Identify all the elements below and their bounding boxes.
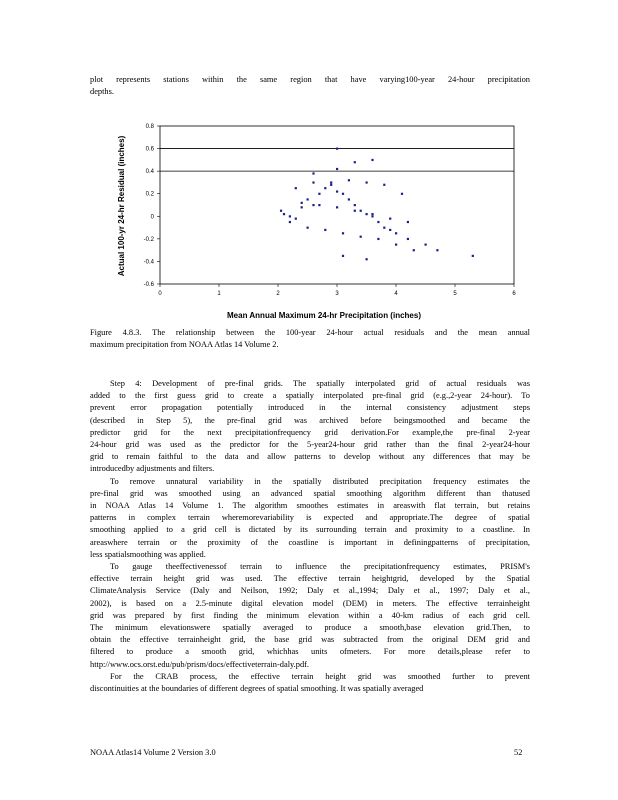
y-tick-label: -0.2	[143, 236, 154, 243]
y-axis-label: Actual 100-yr 24-hr Residual (inches)	[117, 135, 126, 277]
chart-axes	[144, 124, 517, 297]
x-tick-label: 0	[158, 291, 162, 297]
data-point	[389, 229, 391, 231]
data-point	[407, 238, 409, 240]
data-point	[330, 181, 332, 183]
body-line: added to the first guess grid to create a spatially interpolated pre-final grid (e.g.,2-year 24-hour). To	[90, 391, 530, 401]
body-line: filtered to produce a smooth grid, whichhas units ofmeters. For more details,please refer to	[90, 647, 530, 657]
data-point	[354, 161, 356, 163]
figure-caption-line-1: Figure 4.8.3. The relationship between the 100-year 24-hour actual residuals and the mean annual	[90, 328, 530, 337]
data-point	[324, 229, 326, 231]
data-point	[283, 213, 285, 215]
data-point	[389, 218, 391, 220]
data-point	[383, 184, 385, 186]
x-tick-label: 1	[217, 291, 221, 297]
figure-caption-line-2: maximum precipitation from NOAA Atlas 14 Volume 2.	[90, 340, 279, 349]
body-line: To gauge theeffectivenessof terrain to influence the precipitationfrequency estimates, PRISM's	[110, 562, 530, 571]
data-point	[312, 204, 314, 206]
data-point	[307, 198, 309, 200]
data-point	[342, 232, 344, 234]
body-line: For the CRAB process, the effective terrain height grid was smoothed further to prevent	[110, 671, 530, 681]
data-point	[295, 187, 297, 189]
data-point	[383, 227, 385, 229]
body-line: obtain the effective terrainheight grid, the base grid was subtracted from the original DEM grid and	[90, 635, 530, 645]
x-tick-label: 3	[335, 291, 339, 297]
x-axis-label: Mean Annual Maximum 24-hr Precipitation (inches)	[227, 311, 421, 320]
data-point	[407, 221, 409, 223]
residual-scatter-chart	[112, 118, 532, 323]
body-line: patterns in complex terrain wheremorevariability is expected and appropriate.The degree of spatial	[90, 513, 530, 523]
data-point	[312, 172, 314, 174]
y-tick-label: 0.2	[145, 191, 154, 198]
body-line: (described in Step 5), the pre-final grid was archived before beingsmoothed and became the	[90, 415, 530, 425]
page-number: 52	[514, 748, 523, 757]
data-point	[336, 148, 338, 150]
data-point	[301, 202, 303, 204]
x-tick-label: 2	[276, 291, 280, 297]
body-line: ClimateAnalysis Service (Daly and Neilson, 1992; Daly et al.,1994; Daly et al., 1997; Daly et al.,	[90, 586, 530, 596]
footer-left: NOAA Atlas14 Volume 2 Version 3.0	[90, 748, 216, 757]
y-tick-label: 0.8	[145, 124, 154, 130]
data-point	[395, 232, 397, 234]
y-tick-label: -0.4	[143, 259, 154, 266]
data-point	[360, 210, 362, 212]
data-point	[336, 206, 338, 208]
data-point	[289, 221, 291, 223]
data-point	[366, 258, 368, 260]
data-point	[354, 204, 356, 206]
y-tick-label: 0.4	[145, 169, 154, 176]
body-line: 2002), is based on a 2.5-minute digital elevation model (DEM) in meters. The effective terrainheight	[90, 598, 530, 608]
body-line: in NOAA Atlas 14 Volume 1. The algorithm smoothes estimates in areaswith flat terrain, but retains	[90, 501, 530, 510]
data-point	[366, 213, 368, 215]
y-tick-label: 0.6	[145, 146, 154, 153]
data-point	[413, 249, 415, 251]
body-line: predictor grid for the next precipitationfrequency grid derivation.For example,the pre-final 2-year	[90, 427, 530, 437]
x-tick-label: 5	[453, 291, 457, 297]
chart-points	[280, 148, 474, 261]
body-line: pre-final grid was smoothed using an advanced spatial smoothing algorithm different than thatused	[90, 488, 530, 498]
body-line: grid to remain faithful to the data and allow patterns to develop without any differences that may be	[90, 452, 530, 462]
data-point	[425, 244, 427, 246]
data-point	[312, 181, 314, 183]
data-point	[371, 159, 373, 161]
data-point	[330, 184, 332, 186]
data-point	[342, 255, 344, 257]
body-line: To remove unnatural variability in the spatially distributed precipitation frequency estimates the	[110, 476, 530, 486]
data-point	[336, 190, 338, 192]
y-tick-label: -0.6	[143, 282, 154, 288]
y-tick-label: 0	[150, 214, 154, 221]
data-point	[348, 179, 350, 181]
x-tick-label: 6	[512, 291, 516, 297]
data-point	[360, 236, 362, 238]
data-point	[307, 227, 309, 229]
intro-line-1: plot represents stations within the same region that have varying100-year 24-hour precipitation	[90, 75, 530, 84]
body-line: Step 4: Development of pre-final grids. The spatially interpolated grid of actual residuals was	[110, 379, 530, 388]
body-line: 24-hour grid was used as the predictor for the 5-year24-hour grid rather than the final 2-year24-hour	[90, 440, 530, 449]
data-point	[348, 198, 350, 200]
data-point	[301, 206, 303, 208]
data-point	[295, 218, 297, 220]
data-point	[336, 168, 338, 170]
body-line: The minimum elevationswere spatially averaged to produce a smooth,base elevation grid.Then, to	[90, 623, 530, 632]
data-point	[342, 193, 344, 195]
body-line: less spatialsmoothing was applied.	[90, 549, 206, 559]
body-line: areaswhere terrain or the proximity of the coastline is important in definingpatterns of precipitation,	[90, 537, 530, 547]
body-line: grid was prepared by first finding the minimum elevation within a 40-km radius of each grid cell.	[90, 610, 530, 620]
data-point	[377, 221, 379, 223]
data-point	[395, 244, 397, 246]
data-point	[354, 210, 356, 212]
data-point	[436, 249, 438, 251]
body-line: smoothing applied to a grid cell is dictated by its surrounding terrain and proximity to a coastline. In	[90, 525, 530, 535]
body-line: discontinuities at the boundaries of different degrees of spatial smoothing. It was spatially averaged	[90, 684, 424, 693]
intro-line-2: depths.	[90, 87, 114, 96]
data-point	[366, 181, 368, 183]
body-line: prevent error propagation potentially introduced in the internal consistency adjustment steps	[90, 403, 530, 413]
data-point	[289, 215, 291, 217]
data-point	[324, 187, 326, 189]
body-line: effective terrain height grid was used. The effective terrain heightgrid, developed by the Spatial	[90, 574, 530, 584]
data-point	[377, 238, 379, 240]
body-line: introducedby adjustments and filters.	[90, 464, 215, 474]
data-point	[472, 255, 474, 257]
data-point	[318, 204, 320, 206]
data-point	[401, 193, 403, 195]
data-point	[371, 213, 373, 215]
body-line[interactable]: http://www.ocs.orst.edu/pub/prism/docs/effectiveterrain-daly.pdf.	[90, 659, 310, 669]
data-point	[371, 215, 373, 217]
data-point	[280, 210, 282, 212]
data-point	[318, 193, 320, 195]
x-tick-label: 4	[394, 291, 398, 297]
